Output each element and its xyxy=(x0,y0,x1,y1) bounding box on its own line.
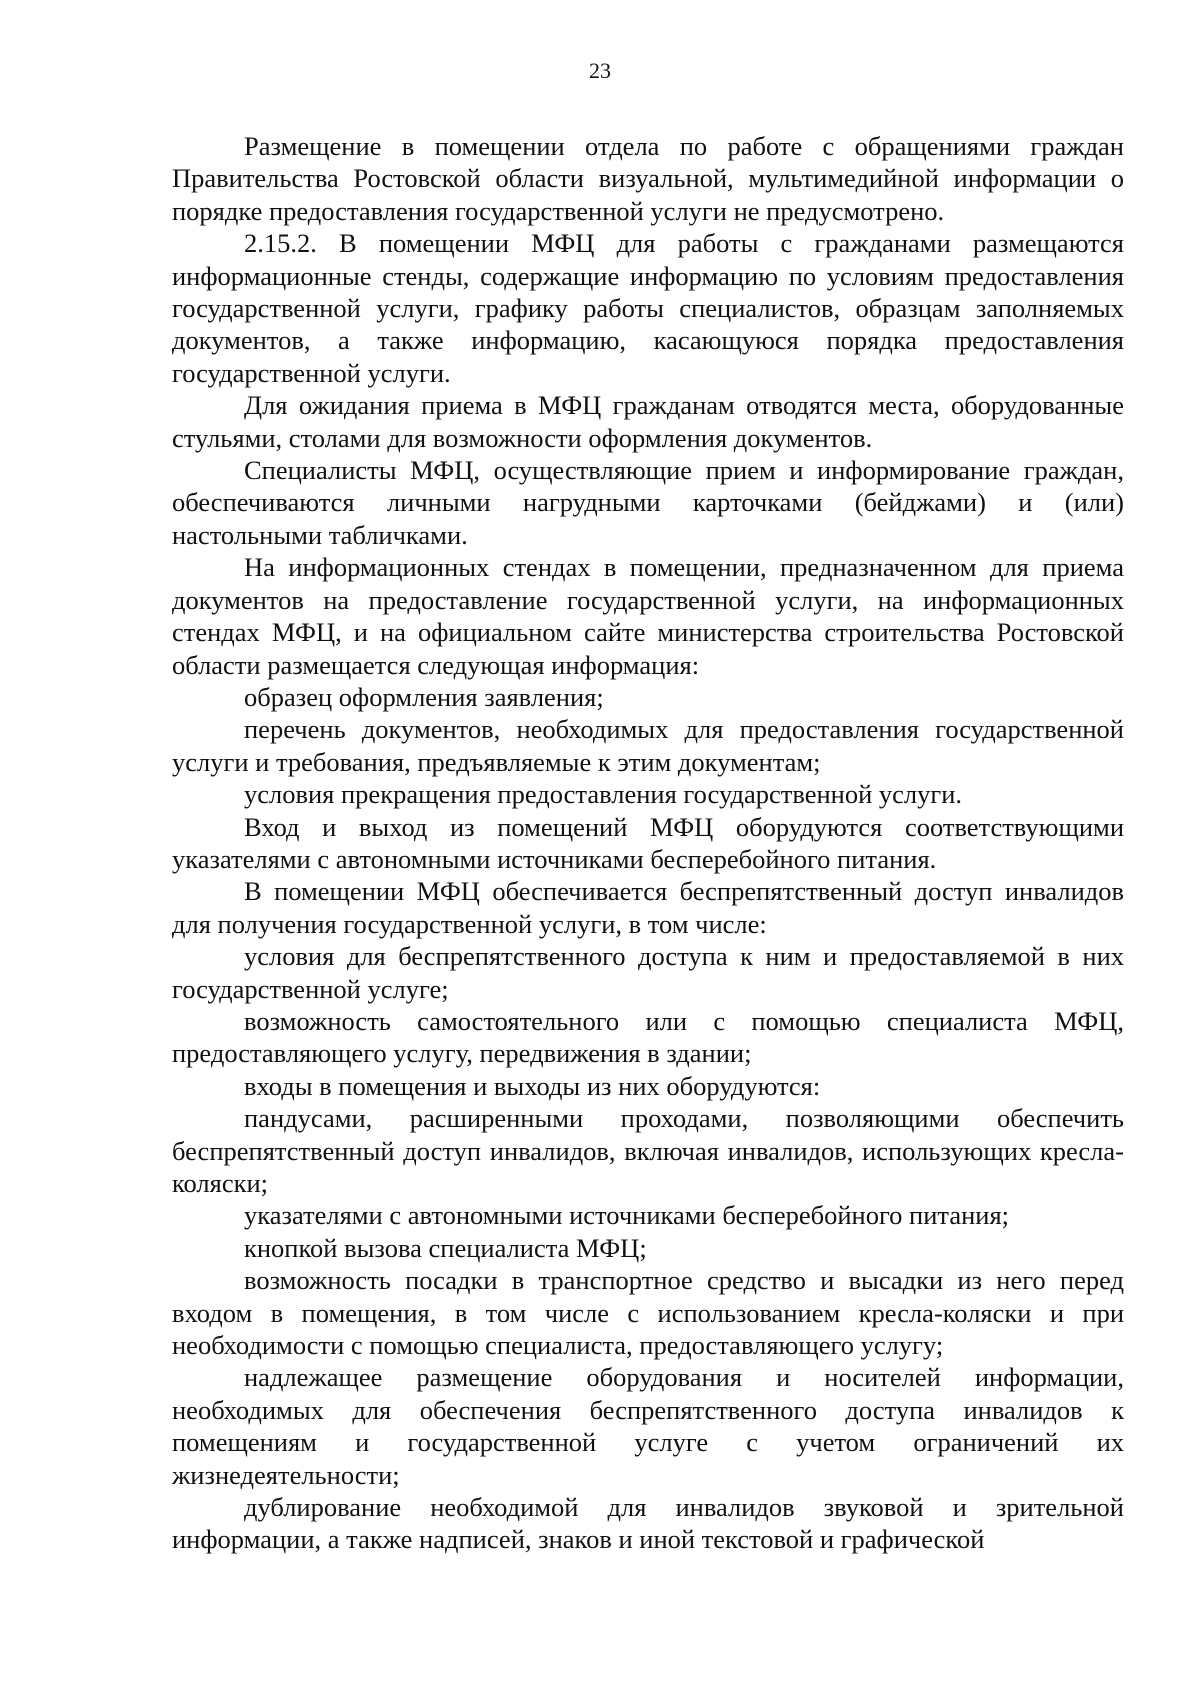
list-item: пандусами, расширенными проходами, позволяющими обеспечить беспрепятственный доступ инвалидов, включая инвалидов, использующих кресла-коляски; xyxy=(172,1103,1124,1198)
list-item: условия для беспрепятственного доступа к ним и предоставляемой в них государственной услуге; xyxy=(172,941,1124,1004)
paragraph: Вход и выход из помещений МФЦ оборудуются соответствующими указателями с автономными источниками бесперебойного питания. xyxy=(172,811,1124,874)
paragraph: Для ожидания приема в МФЦ гражданам отводятся места, оборудованные стульями, столами для возможности оформления документов. xyxy=(172,390,1124,453)
list-item: надлежащее размещение оборудования и носителей информации, необходимых для обеспечения беспрепятственного доступа инвалидов к помещениям и государственной услуге с учетом ограничений их жизнедеятельности; xyxy=(172,1362,1124,1490)
paragraph: В помещении МФЦ обеспечивается беспрепятственный доступ инвалидов для получения государственной услуги, в том числе: xyxy=(172,876,1124,939)
list-item: условия прекращения предоставления государственной услуги. xyxy=(244,779,963,810)
document-body xyxy=(172,130,1124,1556)
list-item: перечень документов, необходимых для предоставления государственной услуги и требования, предъявляемые к этим документам; xyxy=(172,714,1124,777)
list-item: возможность посадки в транспортное средство и высадки из него перед входом в помещения, в том числе с использованием кресла-коляски и при необходимости с помощью специалиста, предоставляющего услугу; xyxy=(172,1265,1124,1361)
list-item: образец оформления заявления; xyxy=(244,681,604,712)
paragraph: На информационных стендах в помещении, предназначенном для приема документов на предоставление государственной услуги, на информационных стендах МФЦ, и на официальном сайте министерства строительства Ростовской области размещается следующая информация: xyxy=(172,552,1124,680)
paragraph: 2.15.2. В помещении МФЦ для работы с гражданами размещаются информационные стенды, содержащие информацию по условиям предоставления государственной услуги, графику работы специалистов, образцам заполняемых документов, а также информацию, касающуюся порядка предоставления государственной услуги. xyxy=(172,228,1124,388)
list-item: входы в помещения и выходы из них оборудуются: xyxy=(244,1070,821,1101)
list-item: кнопкой вызова специалиста МФЦ; xyxy=(244,1232,647,1263)
paragraph: Специалисты МФЦ, осуществляющие прием и информирование граждан, обеспечиваются личными нагрудными карточками (бейджами) и (или) настольными табличками. xyxy=(172,455,1124,550)
list-item: указателями с автономными источниками бесперебойного питания; xyxy=(244,1200,1009,1231)
list-item: возможность самостоятельного или с помощью специалиста МФЦ, предоставляющего услугу, передвижения в здании; xyxy=(172,1005,1124,1069)
paragraph: Размещение в помещении отдела по работе с обращениями граждан Правительства Ростовской области визуальной, мультимедийной информации о порядке предоставления государственной услуги не предусмотрено. xyxy=(172,131,1124,226)
page-number: 23 xyxy=(589,58,611,83)
list-item: дублирование необходимой для инвалидов звуковой и зрительной информации, а также надписей, знаков и иной текстовой и графической xyxy=(172,1492,1124,1555)
